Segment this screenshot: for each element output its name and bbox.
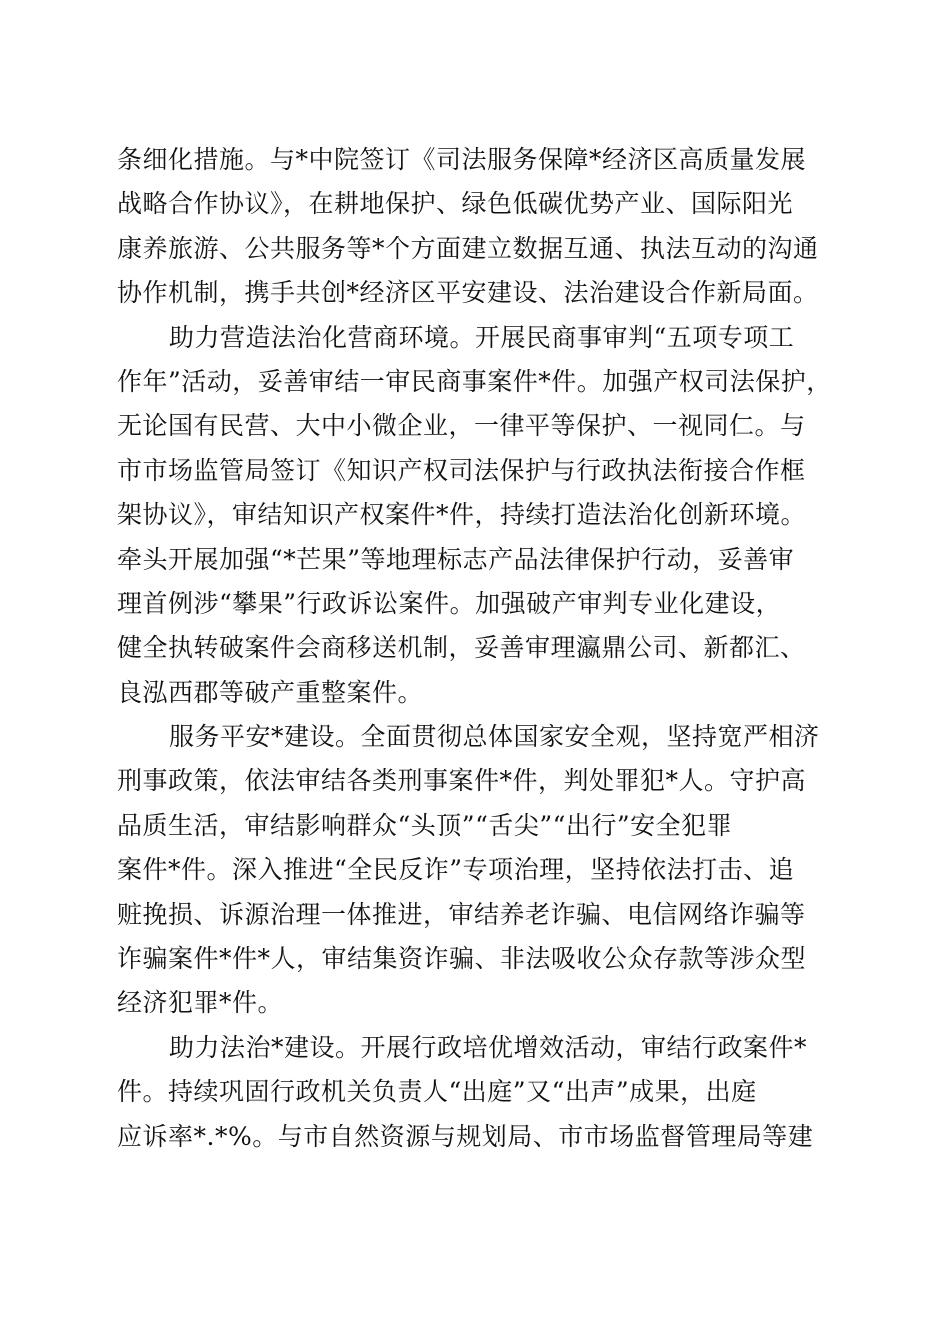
text-line: 品质生活，审结影响群众“头顶”“舌尖”“出行”安全犯罪 — [117, 810, 733, 840]
paragraph-business-environment — [117, 316, 837, 716]
text-line: 助力法治*建设。开展行政培优增效活动，审结行政案件* — [169, 1032, 808, 1062]
text-line: 件。持续巩固行政机关负责人“出庭”又“出声”成果，出庭 — [117, 1077, 757, 1107]
text-line: 作年”活动，妥善审结一审民商事案件*件。加强产权司法保护， — [117, 366, 832, 396]
text-line: 应诉率*.*%。与市自然资源与规划局、市市场监督管理局等建 — [117, 1121, 814, 1151]
document-body — [117, 138, 837, 1159]
text-line: 架协议》，审结知识产权案件*件，持续打造法治化创新环境。 — [117, 500, 807, 530]
text-line: 无论国有民营、大中小微企业，一律平等保护、一视同仁。与 — [117, 411, 806, 441]
paragraph-public-safety — [117, 715, 837, 1026]
text-line: 理首例涉“攀果”行政诉讼案件。加强破产审判专业化建设， — [117, 588, 782, 618]
text-line: 牵头开展加强“*芒果”等地理标志产品法律保护行动，妥善审 — [117, 544, 795, 574]
text-line: 康养旅游、公共服务等*个方面建立数据互通、执法互动的沟通 — [117, 233, 819, 263]
text-line: 诈骗案件*件*人，审结集资诈骗、非法吸收公众存款等涉众型 — [117, 944, 807, 974]
text-line: 助力营造法治化营商环境。开展民商事审判“五项专项工 — [169, 322, 795, 352]
text-line: 经济犯罪*件。 — [117, 988, 284, 1018]
text-line: 赃挽损、诉源治理一体推进，审结养老诈骗、电信网络诈骗等 — [117, 899, 806, 929]
text-line: 条细化措施。与*中院签订《司法服务保障*经济区高质量发展 — [117, 145, 807, 174]
text-line: 刑事政策，依法审结各类刑事案件*件，判处罪犯*人。守护高 — [117, 766, 807, 796]
text-line: 服务平安*建设。全面贯彻总体国家安全观，坚持宽严相济 — [169, 722, 820, 752]
text-line: 案件*件。深入推进“全民反诈”专项治理，坚持依法打击、追 — [117, 855, 795, 885]
text-line: 战略合作协议》，在耕地保护、绿色低碳优势产业、国际阳光 — [117, 189, 794, 219]
text-line: 协作机制，携手共创*经济区平安建设、法治建设合作新局面。 — [117, 278, 819, 308]
paragraph-cooperation — [117, 138, 837, 316]
text-line: 市市场监管局签订《知识产权司法保护与行政执法衔接合作框 — [117, 455, 806, 485]
text-line: 良泓西郡等破产重整案件。 — [117, 677, 424, 707]
paragraph-rule-of-law — [117, 1026, 837, 1159]
text-line: 健全执转破案件会商移送机制，妥善审理瀛鼎公司、新都汇、 — [117, 633, 806, 663]
